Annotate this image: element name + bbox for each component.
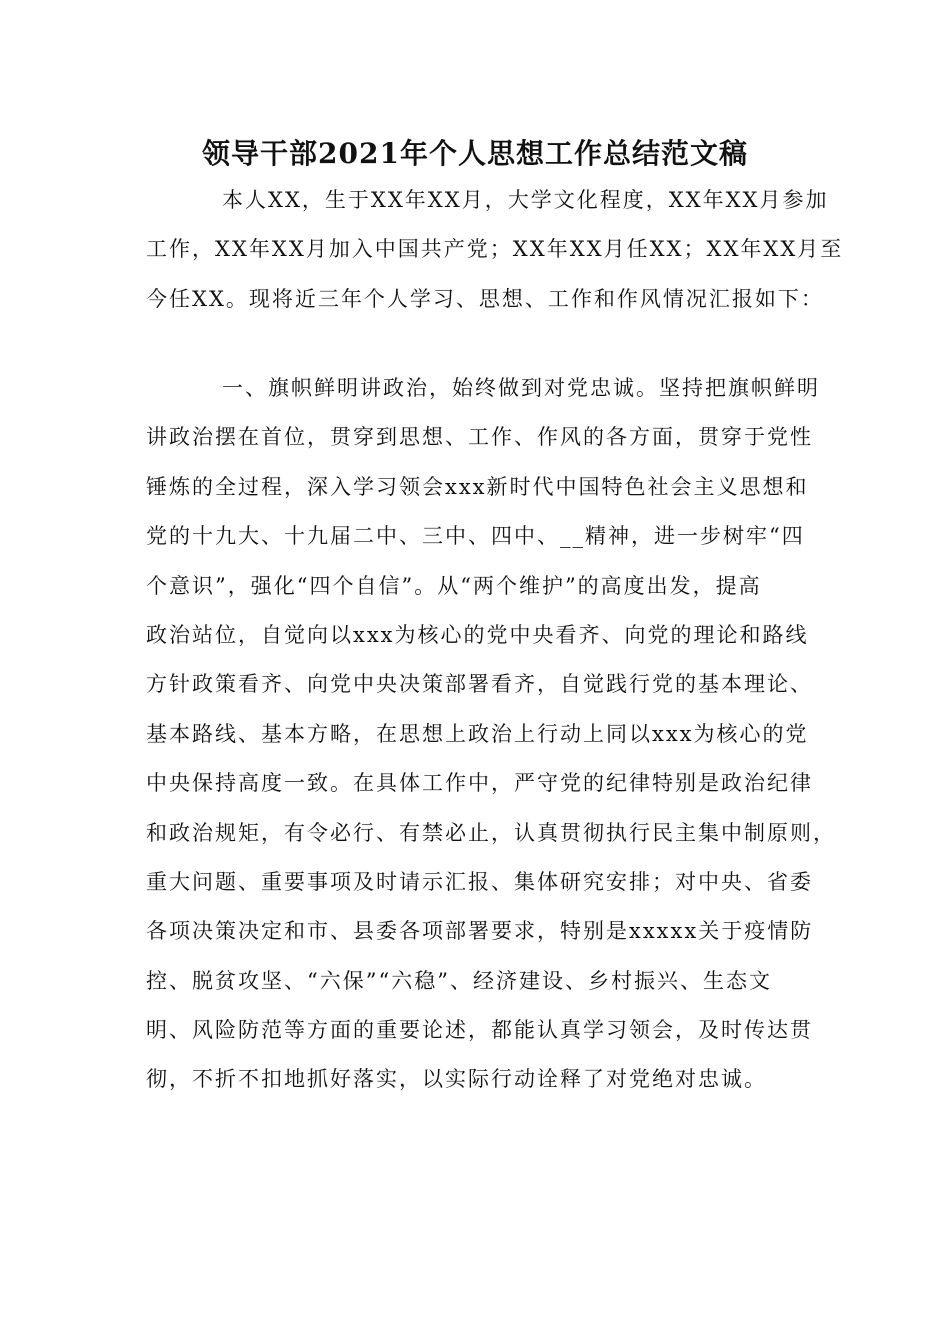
paragraph-line: 讲政治摆在首位，贯穿到思想、工作、作风的各方面，贯穿于党性 — [146, 425, 813, 450]
document-title: 领导干部2021年个人思想工作总结范文稿 — [202, 137, 748, 170]
paragraph-line: 锤炼的全过程，深入学习领会xxx新时代中国特色社会主义思想和 — [146, 474, 809, 499]
paragraph-line: 彻，不折不扣地抓好落实，以实际行动诠释了对党绝对忠诚。 — [146, 1067, 767, 1092]
paragraph-line: 工作，XX年XX月加入中国共产党；XX年XX月任XX；XX年XX月至 — [146, 237, 844, 262]
paragraph-line: 控、脱贫攻坚、“六保”“六稳”、经济建设、乡村振兴、生态文 — [146, 968, 772, 993]
paragraph-line: 方针政策看齐、向党中央决策部署看齐，自觉践行党的基本理论、 — [146, 672, 813, 697]
paragraph-line: 明、风险防范等方面的重要论述，都能认真学习领会，及时传达贯 — [146, 1018, 813, 1043]
paragraph-line: 个意识”，强化“四个自信”。从“两个维护”的高度出发，提高 — [146, 573, 762, 598]
paragraph-line: 本人XX，生于XX年XX月，大学文化程度，XX年XX月参加 — [222, 188, 829, 212]
paragraph-line: 各项决策决定和市、县委各项部署要求，特别是xxxxx关于疫情防 — [146, 919, 814, 944]
section-1-paragraph — [146, 364, 836, 1105]
intro-paragraph — [146, 176, 844, 324]
paragraph-line: 党的十九大、十九届二中、三中、四中、__精神，进一步树牢“四 — [146, 524, 805, 549]
paragraph-line: 重大问题、重要事项及时请示汇报、集体研究安排；对中央、省委 — [146, 869, 813, 894]
paragraph-line: 基本路线、基本方略，在思想上政治上行动上同以xxx为核心的党 — [146, 721, 809, 746]
paragraph-line: 中央保持高度一致。在具体工作中，严守党的纪律特别是政治纪律 — [146, 771, 813, 796]
paragraph-line: 和政治规矩，有令必行、有禁必止，认真贯彻执行民主集中制原则， — [146, 820, 836, 845]
paragraph-line: 政治站位，自觉向以xxx为核心的党中央看齐、向党的理论和路线 — [146, 622, 809, 647]
paragraph-line: 今任XX。现将近三年个人学习、思想、工作和作风情况汇报如下： — [146, 286, 824, 311]
paragraph-line: 一、旗帜鲜明讲政治，始终做到对党忠诚。坚持把旗帜鲜明 — [222, 376, 820, 400]
